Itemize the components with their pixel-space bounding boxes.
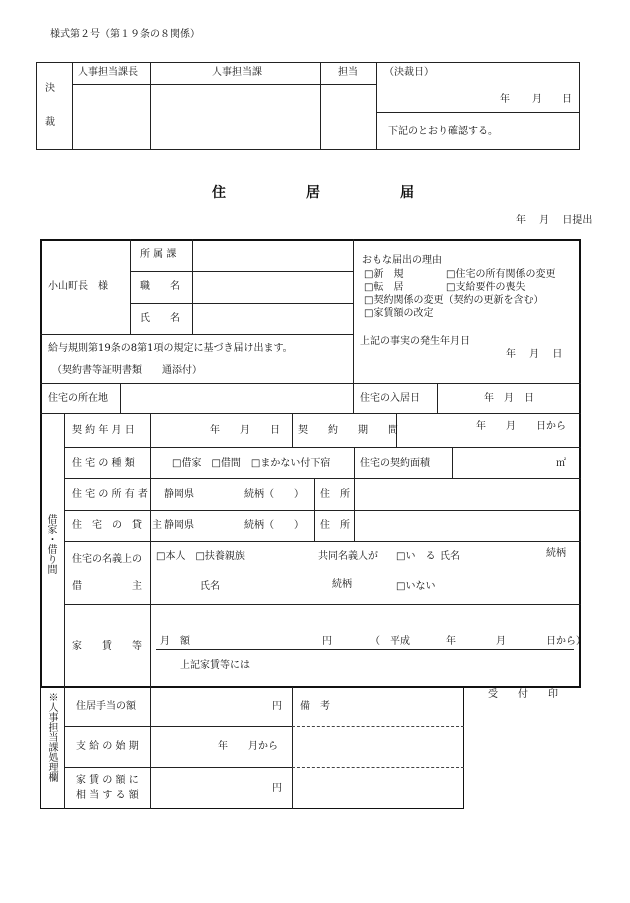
rent-label: 家 賃 等	[72, 641, 142, 652]
ketsu-label: 決	[45, 83, 55, 94]
title-char-1: 住	[212, 185, 226, 201]
nominee-name-label: 氏名	[200, 581, 220, 592]
lender-label: 住 宅 の 貸 主	[72, 520, 162, 531]
co-nominee-exists: □い る	[396, 551, 436, 562]
decision-month: 月	[532, 94, 542, 105]
position-label: 職 名	[140, 281, 180, 292]
move-in-date: 年 月 日	[484, 393, 534, 404]
decision-year: 年	[500, 94, 510, 105]
chief-label: 人事担当課長	[78, 67, 138, 78]
lender-address-label: 住 所	[320, 520, 350, 531]
reason-new: □新 規	[364, 269, 404, 280]
house-type-label: 住 宅 の 種 類	[72, 458, 135, 469]
rent-equiv-label-2: 相 当 す る 額	[76, 790, 139, 801]
co-nominee-none: □いない	[396, 581, 436, 592]
monthly-label: 月 額	[160, 636, 190, 647]
contract-date-value: 年 月 日	[210, 425, 280, 436]
nominee-label-1: 住宅の名義上の	[72, 554, 142, 565]
start-value: 年 月から	[218, 741, 278, 752]
allowance-yen: 円	[272, 701, 282, 712]
submit-date: 年 月 日提出	[516, 215, 593, 226]
allowance-label: 住居手当の額	[76, 701, 136, 712]
rent-note: 上記家賃等には	[180, 660, 250, 671]
fact-date-label: 上記の事実の発生年月日	[360, 336, 470, 347]
fact-date-value: 年 月 日	[506, 349, 563, 360]
reason-move: □転 居	[364, 282, 404, 293]
confirm-text: 下記のとおり確認する。	[388, 126, 498, 137]
area-unit: ㎡	[556, 458, 566, 469]
dept-label: 所 属 課	[140, 249, 177, 260]
name-label: 氏 名	[140, 313, 180, 324]
co-nominee-name-label: 氏名	[440, 551, 460, 562]
addressee: 小山町長 様	[48, 281, 108, 292]
form-number: 様式第２号（第１９条の８関係）	[50, 29, 200, 40]
title-char-2: 居	[306, 185, 320, 201]
contract-date-label: 契 約 年 月 日	[72, 425, 135, 436]
period-label: 契 約 期 間	[298, 425, 398, 436]
nominee-relation-label: 続柄	[332, 579, 352, 590]
reason-contract: □契約関係の変更（契約の更新を含む）	[364, 295, 544, 306]
sai-label: 裁	[45, 117, 55, 128]
nominee-label-2: 借 主	[72, 581, 142, 592]
house-type-options: □借家 □借間 □まかない付下宿	[172, 458, 331, 469]
reason-loss: □支給要件の喪失	[446, 282, 526, 293]
reason-owner: □住宅の所有関係の変更	[446, 269, 556, 280]
statement: 給与規則第19条の8第1項の規定に基づき届け出ます。	[48, 343, 293, 354]
move-in-label: 住宅の入居日	[360, 393, 420, 404]
co-nominee-label: 共同名義人が	[318, 551, 378, 562]
owner-label: 住 宅 の 所 有 者	[72, 489, 148, 500]
owner-address-label: 住 所	[320, 489, 350, 500]
lender-relation: 続柄（ ）	[244, 520, 304, 531]
start-label: 支 給 の 始 期	[76, 741, 139, 752]
rent-yen: 円	[322, 636, 332, 647]
reasons-title: おもな届出の理由	[362, 255, 442, 266]
decision-day: 日	[562, 94, 572, 105]
rent-from: 年 月 日から）	[446, 636, 586, 647]
co-nominee-relation-label: 続柄	[546, 548, 566, 559]
decision-date-label: （決裁日）	[384, 67, 434, 78]
section-label: 人事担当課	[212, 67, 262, 78]
rent-equiv-label-1: 家 賃 の 額 に	[76, 775, 139, 786]
location-label: 住宅の所在地	[48, 393, 108, 404]
rent-era: （ 平成	[370, 636, 410, 647]
area-label: 住宅の契約面積	[360, 458, 430, 469]
title-char-3: 届	[400, 185, 414, 201]
owner-pref: 静岡県	[164, 489, 194, 500]
lender-pref: 静岡県	[164, 520, 194, 531]
attachments: （契約書等証明書類 通添付）	[52, 365, 202, 376]
rent-equiv-yen: 円	[272, 783, 282, 794]
receipt-stamp-label: 受 付 印	[488, 689, 558, 700]
reason-rent: □家賃額の改定	[364, 308, 434, 319]
remarks-label: 備 考	[300, 701, 330, 712]
owner-relation: 続柄（ ）	[244, 489, 304, 500]
processing-side-label: ※人事担当課処理欄	[46, 692, 57, 782]
period-from: 年 月 日から	[476, 421, 566, 432]
nominee-options: □本人 □扶養親族	[156, 551, 245, 562]
rental-side-label: 借家・借り間	[45, 514, 56, 574]
staff-label: 担当	[338, 67, 358, 78]
